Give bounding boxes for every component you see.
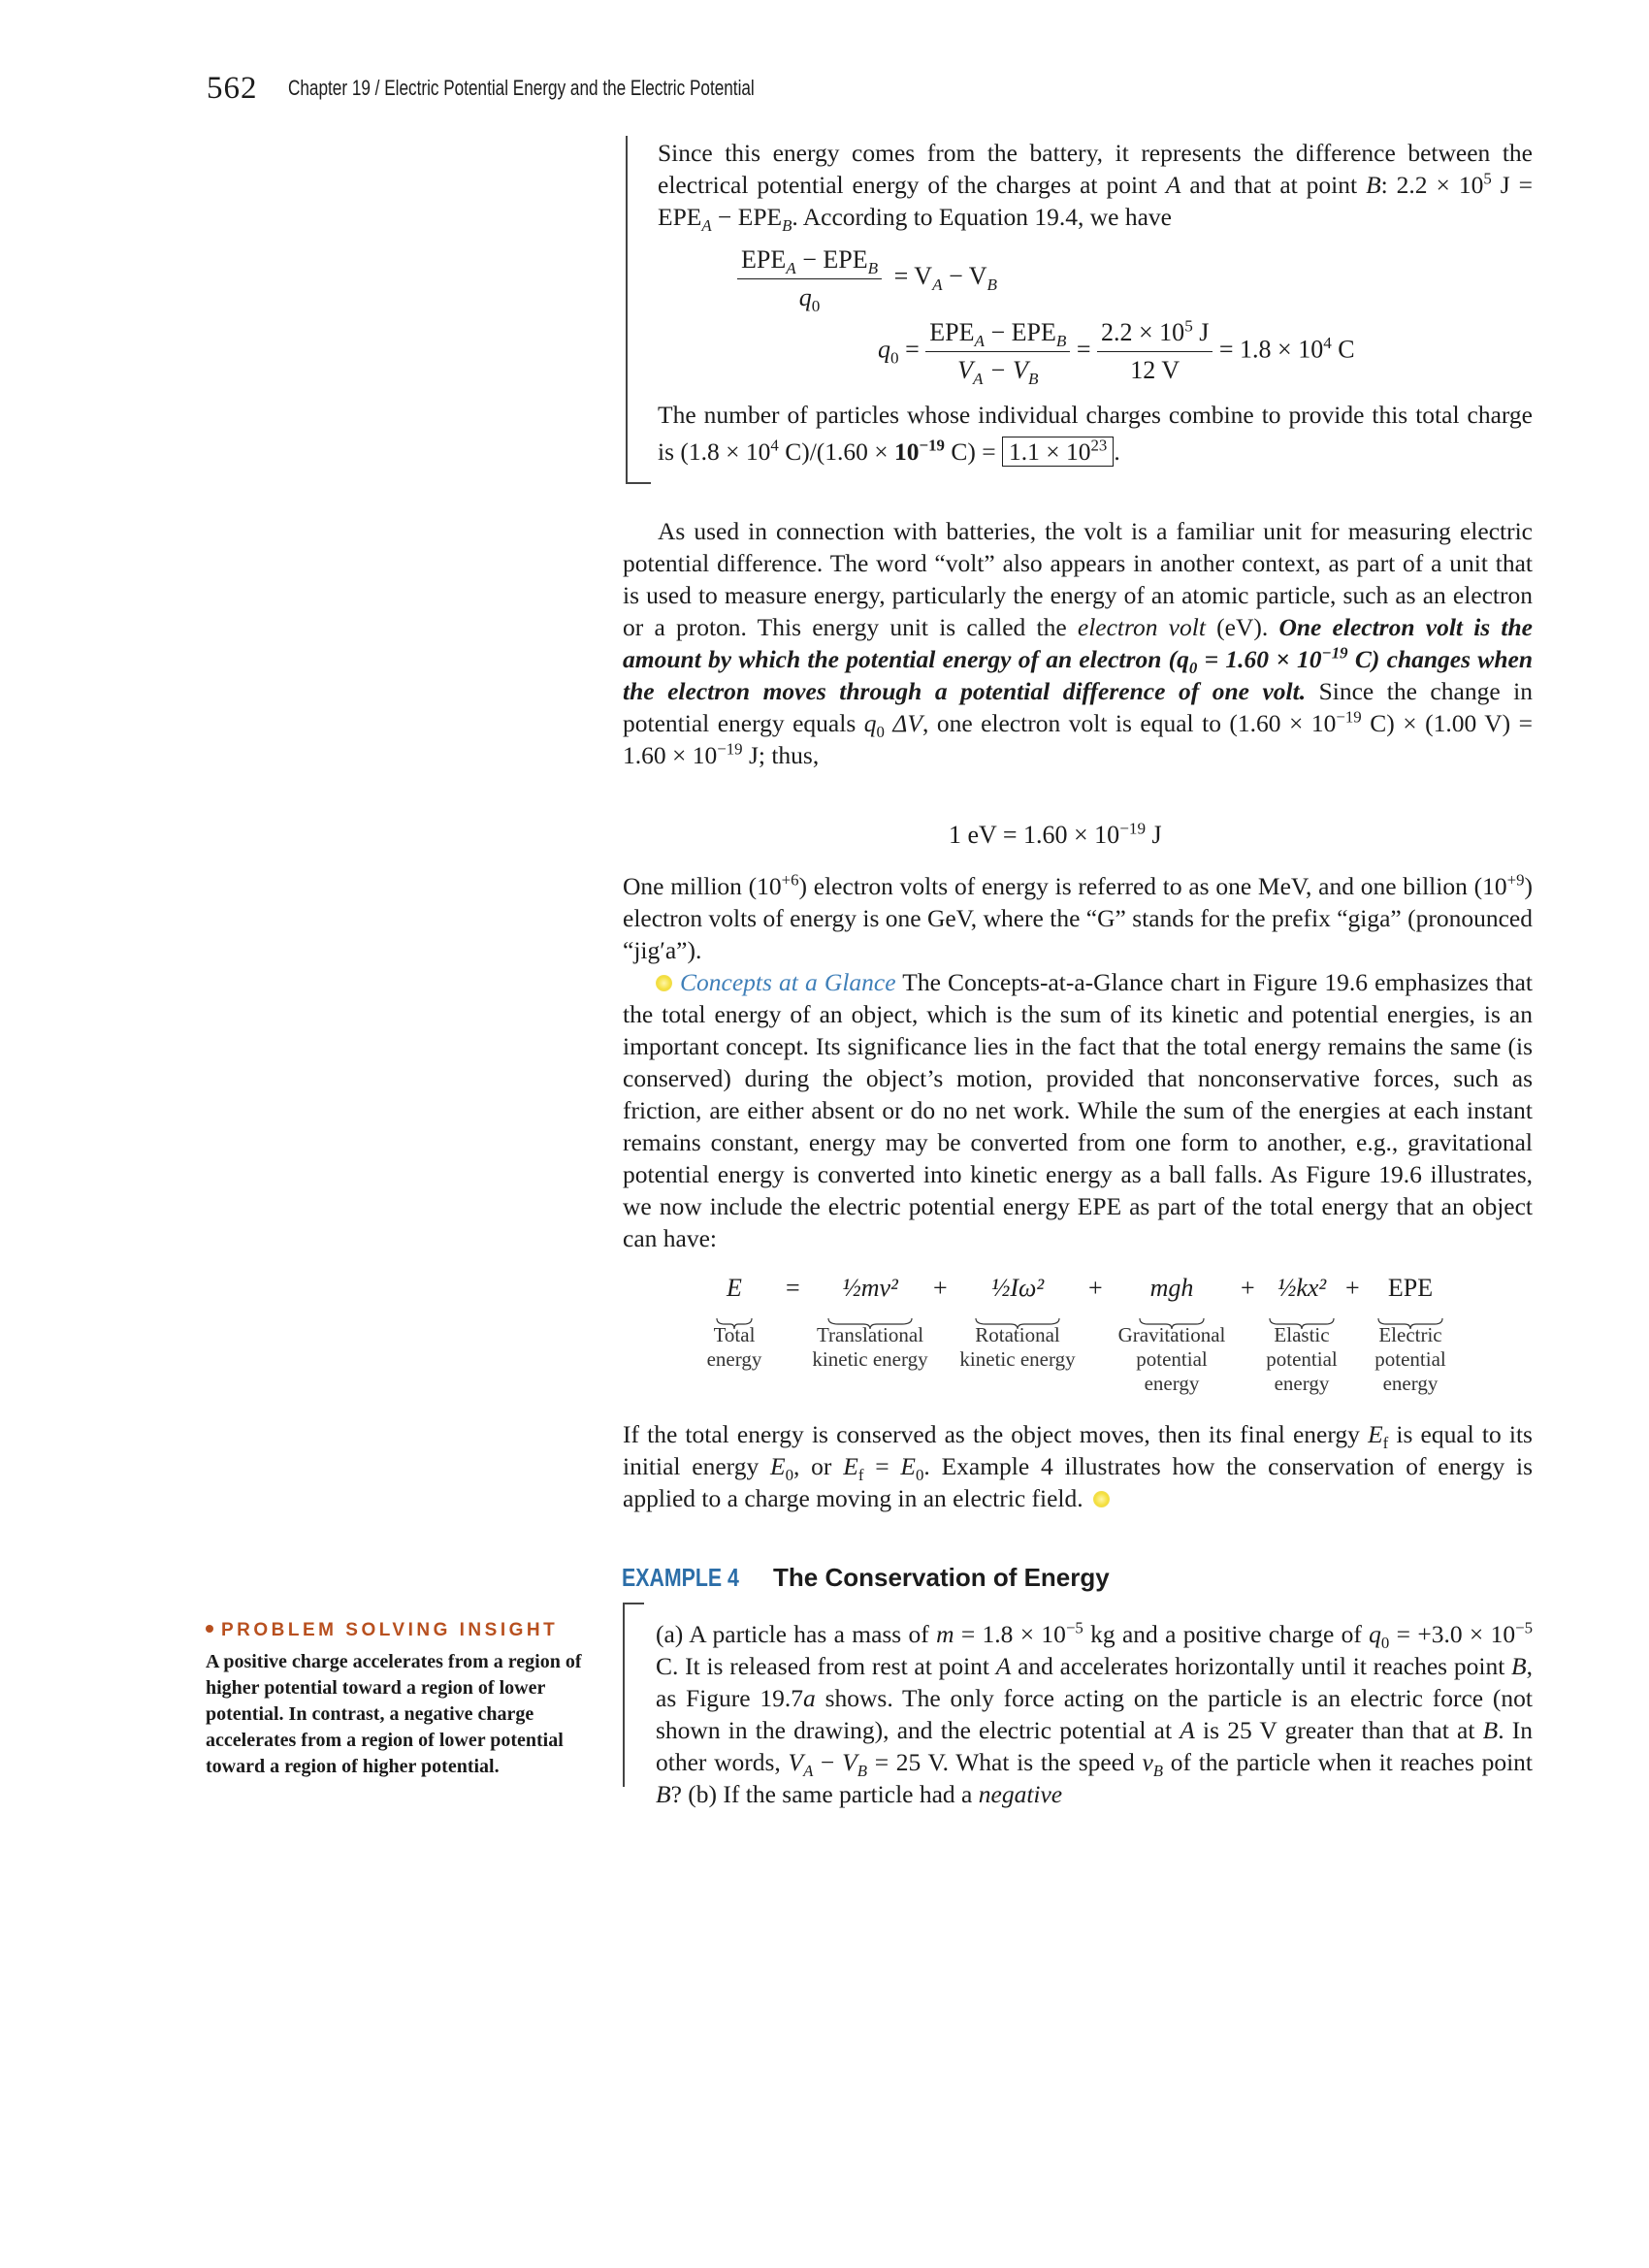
energy-term-elastic: ½kx² Elastic potential energy (1266, 1274, 1338, 1395)
chapter-title: Chapter 19 / Electric Potential Energy and the Electric Potential (288, 76, 755, 100)
example-label: EXAMPLE 4 (622, 1563, 739, 1592)
operator-plus-1: + (933, 1274, 948, 1302)
solution-paragraph-2: The number of particles whose individual charges combine to provide this total charge is ($1.8 \times 10^4$ $C)/(1.60 \times 10^{-19}$ $C) = 1.1 \times 10^{23}$ . (658, 401, 1533, 466)
example-problem-text: (a) A particle has a mass of $m = 1.8 \times 10^{-5}$ kg and a positive charge of $q_0 = +3.0 \times 10^{-5}$ C. It is released from rest at point A and accelerates horizontally until it reaches point B, as Figure 19.7a shows. The only force acting on the particle is an electric force (not shown in the drawing), and the electric potential at A is 25 V greater than that at B. In other words, $V_A - V_B = 25$ V. What is the speed $v_B$ of the particle when it reaches point B? (b) If the same particle had a negative (656, 1618, 1534, 1808)
concepts-end-icon (1093, 1491, 1110, 1507)
operator-plus-3: + (1241, 1274, 1255, 1302)
energy-term-electric: EPE Electric potential energy (1374, 1274, 1446, 1395)
concepts-icon (656, 975, 672, 991)
concepts-label: Concepts at a Glance (680, 968, 896, 996)
energy-term-gravitational: mgh Gravitational potential energy (1117, 1274, 1226, 1395)
solution-bracket (626, 136, 628, 483)
operator-plus-4: + (1345, 1274, 1360, 1302)
operator-equals: = (786, 1274, 800, 1302)
energy-term-rotational: ½Iω² Rotational kinetic energy (959, 1274, 1076, 1371)
paragraph-concepts: Concepts at a Glance The Concepts-at-a-Glance chart in Figure 19.6 emphasizes that the total energy of an object, which is the sum of its kinetic and potential energies, is an important concept. Its significance lies in the fact that the total energy remains the same (is conserved) during the object’s motion, provided that nonconservative forces, such as friction, are either absent or do no net work. While the sum of the energies at each instant remains constant, energy may be converted from one form to another, e.g., gravitational potential energy is converted into kinetic energy as a ball falls. As Figure 19.6 illustrates, we now include the electric potential energy EPE as part of the total energy that an object can have: (623, 968, 1534, 1252)
answer-box: $1.1 \times 10^{23}$ (1002, 437, 1114, 467)
operator-plus-2: + (1088, 1274, 1103, 1302)
solution-paragraph-1: Since this energy comes from the battery, it represents the difference between the electrical potential energy of the charges at point A and that at point B: $2.2 \times 10^5$ $J = EPE_A - EPE_B$. According to Equation 19.4, we have (658, 139, 1533, 236)
solution-bracket-foot (626, 482, 651, 484)
example-bracket-top (623, 1603, 644, 1604)
example-bracket (623, 1603, 625, 1787)
bullet-icon (206, 1625, 213, 1633)
page-number: 562 (207, 71, 258, 106)
paragraph-energy-conserved: If the total energy is conserved as the object moves, then its final energy $E_f$ is equal to its initial energy $E_0$, or $E_f = E_0$. Example 4 illustrates how the conservation of energy is applied to a charge moving in an electric field. (623, 1420, 1533, 1512)
paragraph-electron-volt: As used in connection with batteries, the volt is a familiar unit for measuring electric potential difference. The word “volt” also appears in another context, as part of a unit that is used to measure energy, particularly the energy of an atomic particle, such as an electron or a proton. This energy unit is called the electron volt (eV). One electron volt is the amount by which the potential energy of an electron ($q_0 = 1.60 \times 10^{-19}$ C) changes when the electron moves through a potential difference of one volt. Since the change in potential energy equals $q_0$ ΔV, one electron volt is equal to ($1.60 \times 10^{-19}$ C) × (1.00 $V) = 1.60 \times 10^{-19}$ J; thus, (623, 517, 1533, 769)
example-title: The Conservation of Energy (773, 1563, 1110, 1592)
paragraph-mev-gev: One million $(10^{+6})$ electron volts of energy is referred to as one MeV, and one billion $(10^{+9})$ electron volts of energy is one GeV, where the “G” stands for the prefix “giga” (pronounced “jig′a”). (623, 870, 1533, 964)
equation-potential-difference: $\frac{EPE_A - EPE_B}{q_0}$ = $V_A - V_B$ (737, 245, 997, 312)
equation-charge-q0: $q_0$ = $\frac{EPE_A - EPE_B}{V_A - V_B}$ = $\frac{2.2 \times 10^5 J}{12 V}$ = $1.8 \times 10^4$ C (878, 316, 1355, 389)
energy-term-translational: ½mv² Translational kinetic energy (812, 1274, 928, 1371)
problem-solving-insight (206, 1620, 589, 1780)
equation-electron-volt: 1 eV = $1.60 \times 10^{-19}$ J (949, 819, 1162, 849)
energy-term-total: E Total energy (706, 1274, 762, 1371)
insight-heading: PROBLEM SOLVING INSIGHT (206, 1620, 589, 1641)
insight-text: A positive charge accelerates from a region of higher potential toward a region of lower potential. In contrast, a negative charge accelerates from a region of lower potential toward a region of higher potential. (206, 1651, 582, 1777)
